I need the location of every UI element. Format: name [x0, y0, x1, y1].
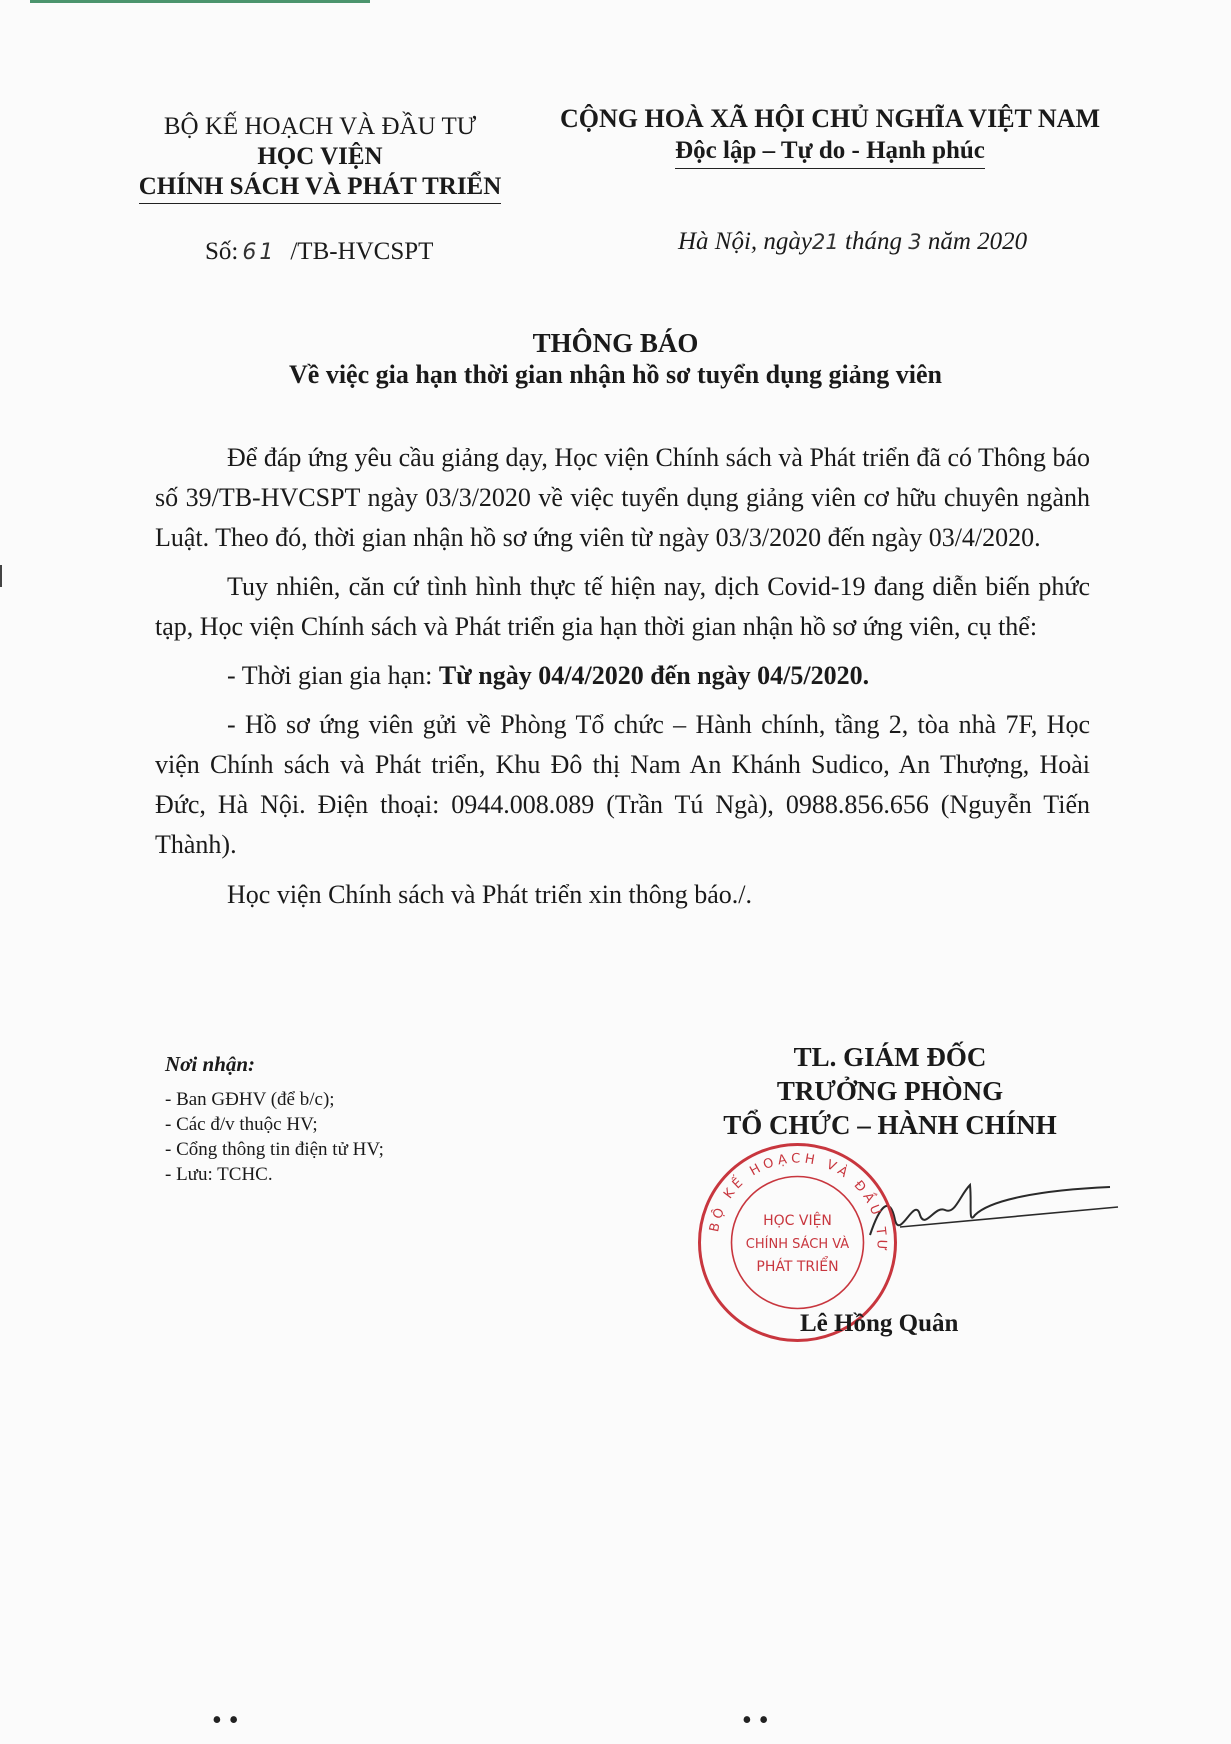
- document-title: THÔNG BÁO: [532, 328, 699, 358]
- signer-name: Lê Hồng Quân: [800, 1310, 959, 1337]
- issuer-block: [110, 112, 530, 204]
- document-date: Hà Nội, ngày21 tháng 3 năm 2020: [678, 228, 1028, 255]
- national-motto: Độc lập – Tự do - Hạnh phúc: [675, 135, 985, 169]
- handwritten-day: 21: [812, 230, 839, 254]
- recipient-item: - Cổng thông tin điện tử HV;: [165, 1139, 384, 1160]
- recipients-block: [165, 1052, 384, 1187]
- scan-dot-mark: • •: [742, 1705, 769, 1736]
- signer-title-2: TRƯỞNG PHÒNG: [776, 1076, 1004, 1106]
- paragraph-3: - Thời gian gia hạn: Từ ngày 04/4/2020 đến ngày 04/5/2020.: [227, 661, 870, 690]
- document-body: [155, 438, 1090, 924]
- scan-dot-mark: • •: [212, 1705, 239, 1736]
- signer-title-1: TL. GIÁM ĐỐC: [793, 1042, 987, 1072]
- stamp-ring-text: BỘ KẾ HOẠCH VÀ ĐẦU TƯ: [707, 1151, 889, 1256]
- institute-line2: CHÍNH SÁCH VÀ PHÁT TRIỂN: [139, 172, 502, 204]
- handwritten-number: 61: [242, 240, 277, 265]
- paragraph-2: Tuy nhiên, căn cứ tình hình thực tế hiện nay, dịch Covid-19 đang diễn biến phức tạp, Học viện Chính sách và Phát triển gia hạn thời gian nhận hồ sơ ứng viên, cụ thể:: [155, 572, 1090, 641]
- document-number: Số: 61 /TB-HVCSPT: [205, 238, 434, 265]
- ministry-name: BỘ KẾ HOẠCH VÀ ĐẦU TƯ: [163, 113, 477, 140]
- nation-name: CỘNG HOÀ XÃ HỘI CHỦ NGHĨA VIỆT NAM: [559, 104, 1101, 133]
- stamp-inner-line2: CHÍNH SÁCH VÀ: [745, 1237, 850, 1252]
- signer-title-3: TỔ CHỨC – HÀNH CHÍNH: [723, 1110, 1057, 1140]
- extension-period: Từ ngày 04/4/2020 đến ngày 04/5/2020.: [438, 661, 870, 690]
- recipient-item: - Ban GĐHV (để b/c);: [165, 1089, 335, 1110]
- paragraph-4: - Hồ sơ ứng viên gửi về Phòng Tổ chức – Hành chính, tầng 2, tòa nhà 7F, Học viện Chính sách và Phát triển, Khu Đô thị Nam An Khánh Sudico, An Thượng, Hoài Đức, Hà Nội. Điện thoại: 0944.008.089 (Trần Tú Ngà), 0988.856.656 (Nguyễn Tiến Thành).: [155, 710, 1090, 859]
- stamp-inner-line3: PHÁT TRIỂN: [756, 1259, 839, 1275]
- handwritten-month: 3: [908, 230, 922, 254]
- paragraph-5: Học viện Chính sách và Phát triển xin thông báo./.: [227, 880, 752, 909]
- recipients-label: Nơi nhận:: [165, 1052, 256, 1076]
- document-subtitle: Về việc gia hạn thời gian nhận hồ sơ tuyển dụng giảng viên: [289, 360, 942, 389]
- signature-block: [700, 1040, 1080, 1142]
- recipient-item: - Các đ/v thuộc HV;: [165, 1114, 318, 1135]
- recipient-item: - Lưu: TCHC.: [165, 1164, 273, 1185]
- paragraph-1: Để đáp ứng yêu cầu giảng dạy, Học viện Chính sách và Phát triển đã có Thông báo số 39/TB-HVCSPT ngày 03/3/2020 về việc tuyển dụng giảng viên cơ hữu chuyên ngành Luật. Theo đó, thời gian nhận hồ sơ ứng viên từ ngày 03/3/2020 đến ngày 03/4/2020.: [155, 443, 1090, 552]
- scan-edge-mark: [0, 565, 2, 587]
- national-header: [540, 103, 1120, 169]
- scan-edge-line: [30, 0, 370, 3]
- institute-line1: HỌC VIỆN: [257, 143, 383, 170]
- stamp-inner-line1: HỌC VIỆN: [763, 1213, 832, 1229]
